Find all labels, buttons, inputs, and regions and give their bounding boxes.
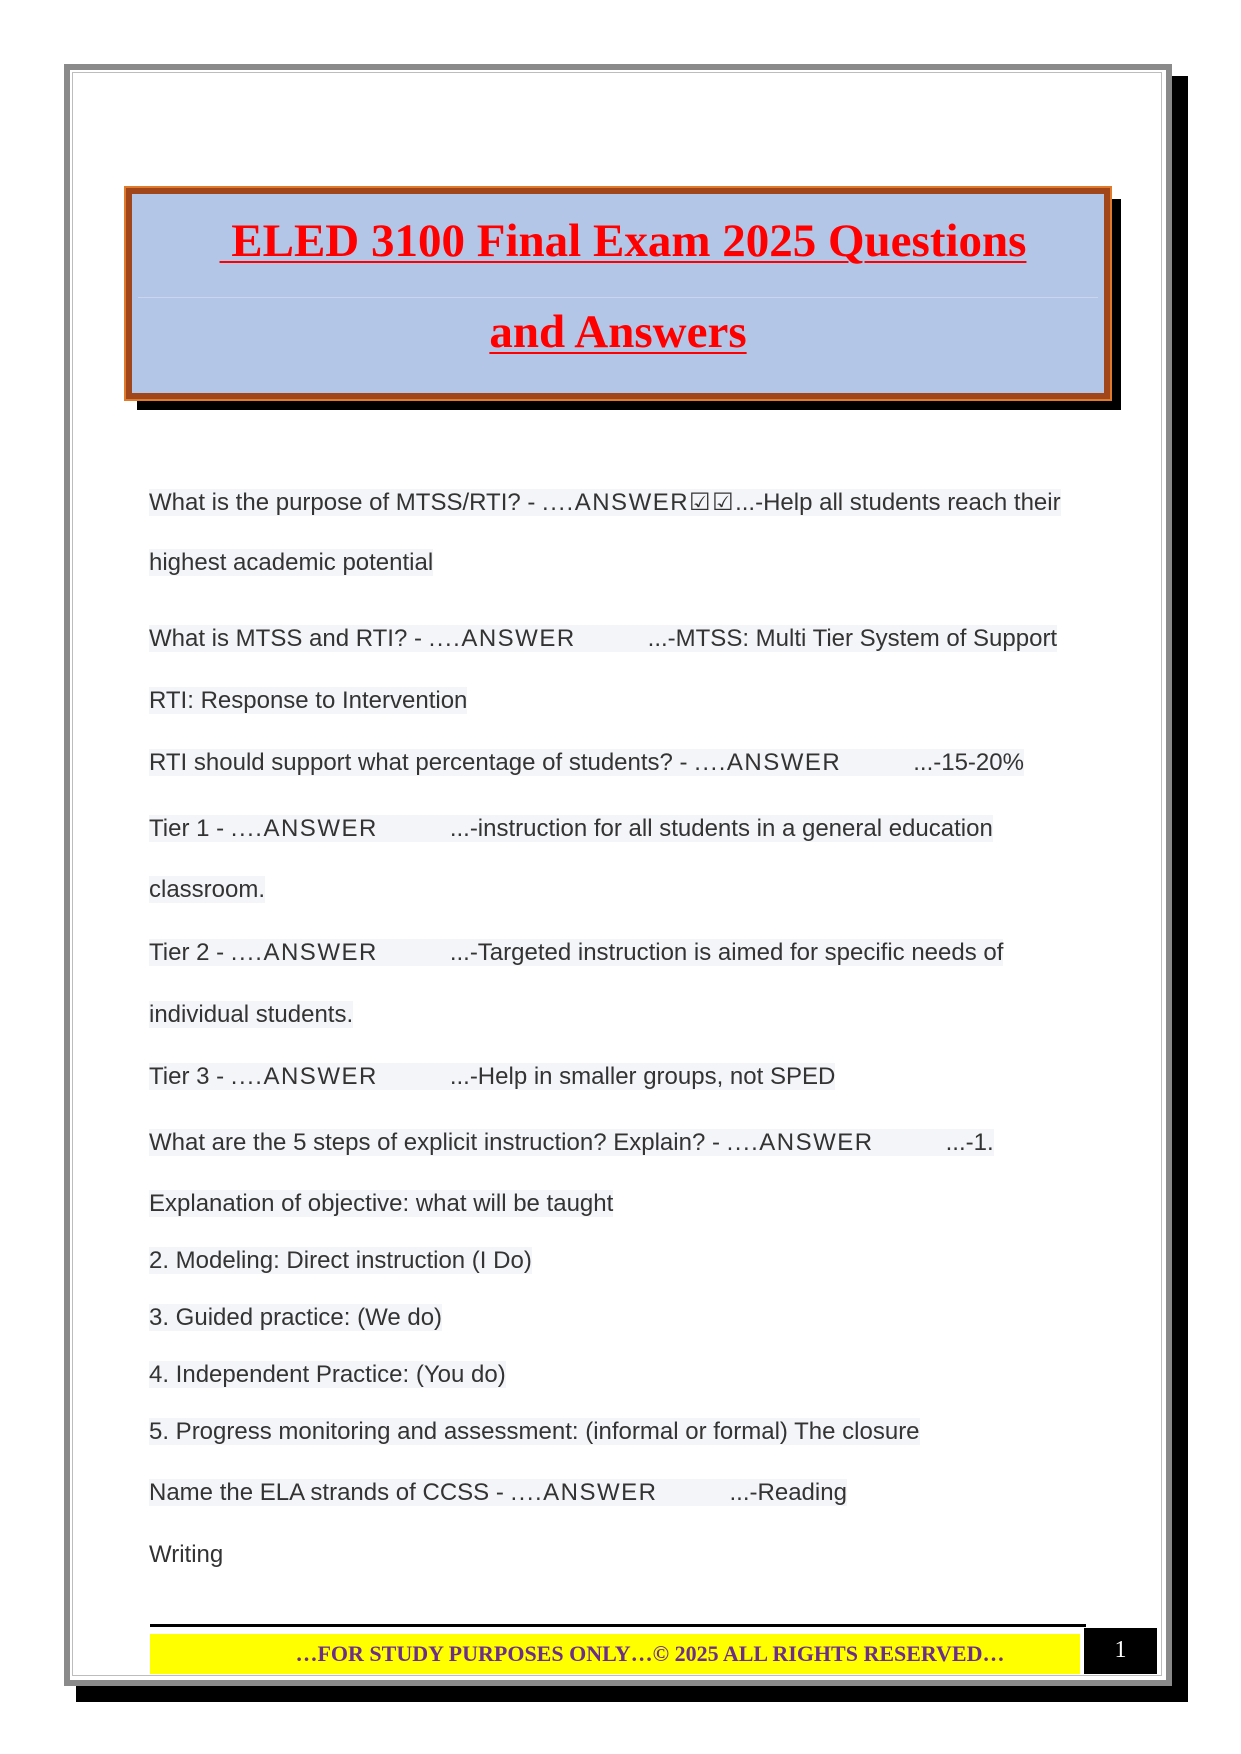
answer-marker: ....ANSWER — [230, 1063, 378, 1090]
qa-item-8-continuation-line — [149, 1538, 223, 1572]
qa-item-5-continuation-line — [149, 998, 353, 1032]
qa-item-2-continuation-line — [149, 684, 467, 718]
page-title-line-2: and Answers — [489, 306, 747, 358]
qa-item-1-question-line — [149, 486, 1061, 520]
question-text: What is the purpose of MTSS/RTI? - — [149, 489, 543, 516]
answer-text: ...-Targeted instruction is aimed for specific needs of — [449, 939, 1004, 966]
question-text: Tier 3 - — [149, 1063, 231, 1090]
answer-text: ...-Help in smaller groups, not SPED — [449, 1063, 836, 1090]
answer-marker: ....ANSWER — [694, 749, 842, 776]
qa-item-7-continuation-line — [149, 1415, 920, 1449]
answer-continuation: 5. Progress monitoring and assessment: (informal or formal) The closure — [149, 1418, 920, 1445]
qa-item-8-question-line — [149, 1476, 847, 1510]
footer-notice: …FOR STUDY PURPOSES ONLY…© 2025 ALL RIGHTS RESERVED… — [295, 1641, 1005, 1666]
answer-text: ...-15-20% — [913, 749, 1024, 776]
answer-marker: ....ANSWER — [230, 815, 378, 842]
qa-item-5-question-line — [149, 936, 1003, 970]
answer-marker: ....ANSWER — [428, 625, 576, 652]
answer-continuation: 3. Guided practice: (We do) — [149, 1304, 443, 1331]
answer-continuation: Writing — [149, 1541, 224, 1568]
answer-continuation: individual students. — [149, 1001, 354, 1028]
qa-item-2-question-line — [149, 622, 1057, 656]
title-box-divider — [138, 297, 1098, 298]
qa-item-7-continuation-line — [149, 1187, 613, 1221]
question-text: What is MTSS and RTI? - — [149, 625, 429, 652]
answer-continuation: highest academic potential — [149, 549, 434, 576]
answer-marker: ....ANSWER — [510, 1479, 658, 1506]
page-number: 1 — [1084, 1628, 1157, 1674]
answer-marker: ....ANSWER — [230, 939, 378, 966]
question-text: RTI should support what percentage of students? - — [149, 749, 695, 776]
qa-item-7-continuation-line — [149, 1358, 506, 1392]
answer-continuation: RTI: Response to Intervention — [149, 687, 468, 714]
qa-item-3-question-line — [149, 746, 1024, 780]
answer-text: ...-MTSS: Multi Tier System of Support — [647, 625, 1058, 652]
question-text: Name the ELA strands of CCSS - — [149, 1479, 511, 1506]
page-title-line-1: ELED 3100 Final Exam 2025 Questions — [219, 215, 1027, 267]
title-box — [126, 188, 1110, 399]
question-text: Tier 2 - — [149, 939, 231, 966]
footer-rule — [150, 1624, 1086, 1627]
question-text: What are the 5 steps of explicit instruction? Explain? - — [149, 1129, 727, 1156]
qa-item-7-continuation-line — [149, 1301, 442, 1335]
answer-continuation: classroom. — [149, 876, 266, 903]
answer-text: ...-Reading — [729, 1479, 847, 1506]
answer-marker: ....ANSWER — [726, 1129, 874, 1156]
qa-item-7-continuation-line — [149, 1244, 532, 1278]
qa-item-4-question-line — [149, 812, 993, 846]
qa-item-4-continuation-line — [149, 873, 265, 907]
answer-marker: ....ANSWER☑☑ — [542, 489, 736, 516]
qa-item-7-question-line — [149, 1126, 994, 1160]
qa-item-1-continuation-line — [149, 546, 433, 580]
answer-text: ...-1. — [945, 1129, 994, 1156]
answer-text: ...-instruction for all students in a general education — [449, 815, 993, 842]
answer-continuation: 4. Independent Practice: (You do) — [149, 1361, 506, 1388]
footer-band — [150, 1634, 1080, 1674]
answer-text: ...-Help all students reach their — [735, 489, 1061, 516]
qa-item-6-question-line — [149, 1060, 835, 1094]
answer-continuation: 2. Modeling: Direct instruction (I Do) — [149, 1247, 532, 1274]
question-text: Tier 1 - — [149, 815, 231, 842]
answer-continuation: Explanation of objective: what will be taught — [149, 1190, 614, 1217]
